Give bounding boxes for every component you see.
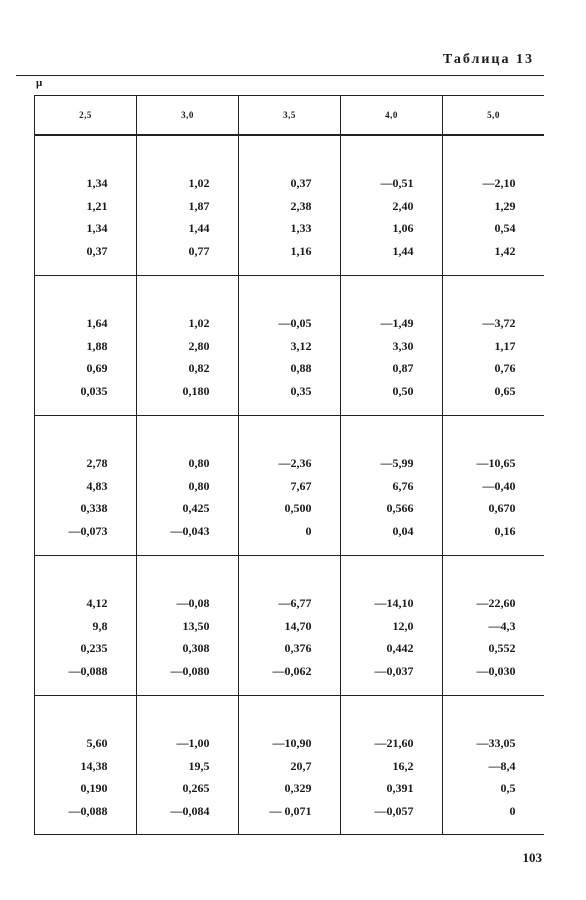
cell-value: 6,76 — [392, 478, 414, 493]
table-cell — [340, 136, 442, 275]
cell-value: 0,50 — [392, 383, 414, 398]
cell-value: —1,00 — [176, 736, 210, 750]
table-cell — [340, 556, 442, 695]
cell-value: —5,99 — [380, 456, 414, 470]
cell-value: 1,34 — [86, 176, 108, 190]
cell-value: —0,088 — [68, 663, 108, 678]
cell-value: 0,80 — [188, 456, 210, 470]
cell-value: 0,500 — [284, 501, 312, 515]
cell-value: 14,70 — [284, 618, 312, 633]
cell-value: —10,65 — [476, 456, 516, 470]
cell-value: —0,40 — [482, 478, 516, 493]
cell-value: 0,87 — [392, 361, 414, 375]
cell-value: 1,02 — [188, 316, 210, 330]
header-cell: 2,5 — [34, 96, 136, 134]
table-cell — [238, 556, 340, 695]
cell-value: —0,080 — [170, 663, 210, 678]
cell-value: —0,05 — [278, 316, 312, 330]
table-cell — [34, 556, 136, 695]
table-cell — [238, 276, 340, 415]
cell-value: 1,16 — [290, 243, 312, 258]
table-cell — [442, 276, 544, 415]
cell-value: 14,38 — [80, 758, 108, 773]
table-cell — [136, 696, 238, 834]
cell-value: 0,442 — [386, 641, 414, 655]
table-block — [34, 415, 544, 555]
cell-value: — 0,071 — [269, 803, 312, 818]
table-block — [34, 275, 544, 415]
cell-value: —2,10 — [482, 176, 516, 190]
cell-value: 0,04 — [392, 523, 414, 538]
cell-value: —6,77 — [278, 596, 312, 610]
cell-value: 0,265 — [182, 781, 210, 795]
cell-value: 0,670 — [488, 501, 516, 515]
cell-value: —14,10 — [374, 596, 414, 610]
top-rule — [16, 75, 544, 76]
cell-value: —1,49 — [380, 316, 414, 330]
cell-value: —0,073 — [68, 523, 108, 538]
cell-value: 0,180 — [182, 383, 210, 398]
table-cell — [34, 416, 136, 555]
cell-value: —4,3 — [488, 618, 516, 633]
cell-value: 0,77 — [188, 243, 210, 258]
cell-value: 20,7 — [290, 758, 312, 773]
cell-value: 5,60 — [86, 736, 108, 750]
table-block — [34, 555, 544, 695]
cell-value: —0,030 — [476, 663, 516, 678]
cell-value: 2,38 — [290, 198, 312, 213]
table-cell — [136, 416, 238, 555]
table-body — [34, 135, 544, 835]
table-cell — [340, 276, 442, 415]
mu-label: μ — [36, 77, 43, 89]
cell-value: 0,425 — [182, 501, 210, 515]
table-cell — [136, 276, 238, 415]
cell-value: 3,30 — [392, 338, 414, 353]
table-cell — [238, 416, 340, 555]
cell-value: 0,37 — [290, 176, 312, 190]
cell-value: 0,35 — [290, 383, 312, 398]
cell-value: 4,12 — [86, 596, 108, 610]
cell-value: 9,8 — [92, 618, 108, 633]
table-cell — [136, 556, 238, 695]
table-cell — [340, 696, 442, 834]
table-title: Таблица 13 — [442, 52, 534, 67]
cell-value: 7,67 — [290, 478, 312, 493]
cell-value: 12,0 — [392, 618, 414, 633]
cell-value: 0,190 — [80, 781, 108, 795]
cell-value: 2,40 — [392, 198, 414, 213]
cell-value: 0,338 — [80, 501, 108, 515]
cell-value: —0,062 — [272, 663, 312, 678]
cell-value: 0,552 — [488, 641, 516, 655]
cell-value: 0,5 — [500, 781, 516, 795]
cell-value: 0,88 — [290, 361, 312, 375]
cell-value: 0,69 — [86, 361, 108, 375]
cell-value: 4,83 — [86, 478, 108, 493]
table-cell — [442, 556, 544, 695]
cell-value: 1,42 — [494, 243, 516, 258]
table-block — [34, 135, 544, 275]
table-cell — [34, 696, 136, 834]
cell-value: 3,12 — [290, 338, 312, 353]
table-cell — [34, 136, 136, 275]
cell-value: 0,65 — [494, 383, 516, 398]
cell-value: 0,16 — [494, 523, 516, 538]
cell-value: —0,084 — [170, 803, 210, 818]
cell-value: —22,60 — [476, 596, 516, 610]
cell-value: 1,64 — [86, 316, 108, 330]
cell-value: 0,566 — [386, 501, 414, 515]
header-row — [34, 95, 544, 135]
cell-value: 1,29 — [494, 198, 516, 213]
cell-value: 16,2 — [392, 758, 414, 773]
cell-value: 1,88 — [86, 338, 108, 353]
cell-value: —8,4 — [488, 758, 516, 773]
cell-value: —10,90 — [272, 736, 312, 750]
cell-value: 2,78 — [86, 456, 108, 470]
cell-value: —33,05 — [476, 736, 516, 750]
cell-value: 0 — [305, 523, 312, 538]
table-cell — [442, 696, 544, 834]
cell-value: —0,057 — [374, 803, 414, 818]
cell-value: 0,76 — [494, 361, 516, 375]
cell-value: 1,87 — [188, 198, 210, 213]
cell-value: 1,34 — [86, 221, 108, 235]
table-block — [34, 695, 544, 835]
header-cell: 4,0 — [340, 96, 442, 134]
table-cell — [442, 136, 544, 275]
header-cell: 5,0 — [442, 96, 544, 134]
cell-value: 0,391 — [386, 781, 414, 795]
cell-value: —0,037 — [374, 663, 414, 678]
cell-value: 13,50 — [182, 618, 210, 633]
cell-value: 0,035 — [80, 383, 108, 398]
page-number: 103 — [522, 850, 542, 865]
cell-value: —0,088 — [68, 803, 108, 818]
cell-value: 2,80 — [188, 338, 210, 353]
cell-value: 0,82 — [188, 361, 210, 375]
header-cell: 3,0 — [136, 96, 238, 134]
table-cell — [442, 416, 544, 555]
cell-value: 0,80 — [188, 478, 210, 493]
cell-value: 0 — [509, 803, 516, 818]
cell-value: 0,54 — [494, 221, 516, 235]
cell-value: 0,37 — [86, 243, 108, 258]
cell-value: 1,02 — [188, 176, 210, 190]
table-cell — [136, 136, 238, 275]
cell-value: 1,44 — [392, 243, 414, 258]
header-cell: 3,5 — [238, 96, 340, 134]
table-cell — [340, 416, 442, 555]
cell-value: 19,5 — [188, 758, 210, 773]
cell-value: 0,376 — [284, 641, 312, 655]
cell-value: —0,043 — [170, 523, 210, 538]
cell-value: 0,308 — [182, 641, 210, 655]
cell-value: —0,51 — [380, 176, 414, 190]
table-cell — [34, 276, 136, 415]
cell-value: 1,33 — [290, 221, 312, 235]
cell-value: 1,06 — [392, 221, 414, 235]
cell-value: 0,329 — [284, 781, 312, 795]
table-cell — [238, 696, 340, 834]
table-cell — [238, 136, 340, 275]
cell-value: —3,72 — [482, 316, 516, 330]
cell-value: 1,21 — [86, 198, 108, 213]
cell-value: —0,08 — [176, 596, 210, 610]
cell-value: 1,17 — [494, 338, 516, 353]
cell-value: 1,44 — [188, 221, 210, 235]
cell-value: —21,60 — [374, 736, 414, 750]
cell-value: 0,235 — [80, 641, 108, 655]
cell-value: —2,36 — [278, 456, 312, 470]
